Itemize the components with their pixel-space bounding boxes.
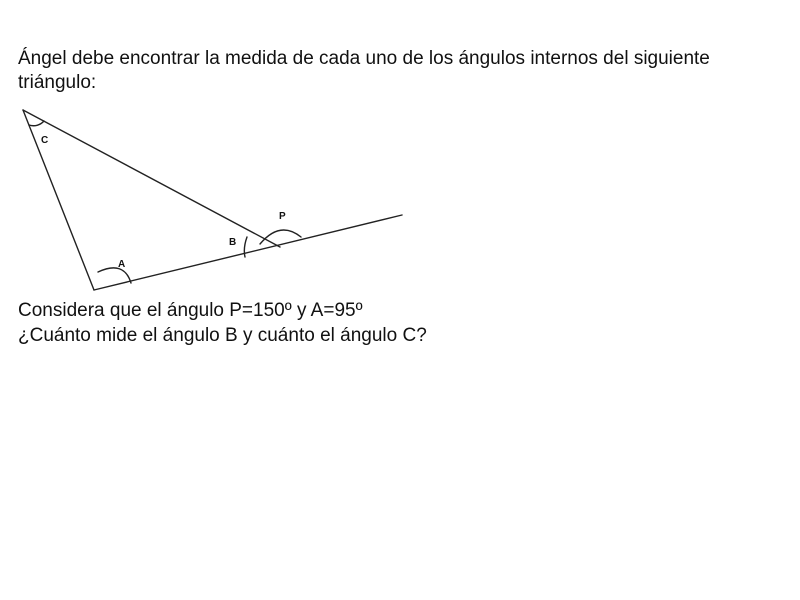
angle-a-arc	[98, 268, 131, 283]
problem-statement: Ángel debe encontrar la medida de cada uno de los ángulos internos del siguiente triángulo:	[18, 48, 710, 93]
given-values: Considera que el ángulo P=150º y A=95º	[18, 300, 363, 321]
triangle-side-ca	[23, 110, 94, 290]
angle-c-label: C	[41, 135, 49, 146]
triangle-side-cb	[23, 110, 280, 247]
angle-p-arc	[260, 230, 301, 244]
angle-b-label: B	[229, 237, 237, 248]
angle-a-label: A	[118, 259, 126, 270]
cropped-text-line	[18, 357, 238, 363]
question-text: ¿Cuánto mide el ángulo B y cuánto el ángulo C?	[18, 325, 427, 346]
angle-c-arc	[29, 121, 44, 126]
extended-base-line	[94, 215, 402, 290]
angle-p-label: P	[279, 211, 286, 222]
angle-b-arc	[244, 237, 247, 257]
